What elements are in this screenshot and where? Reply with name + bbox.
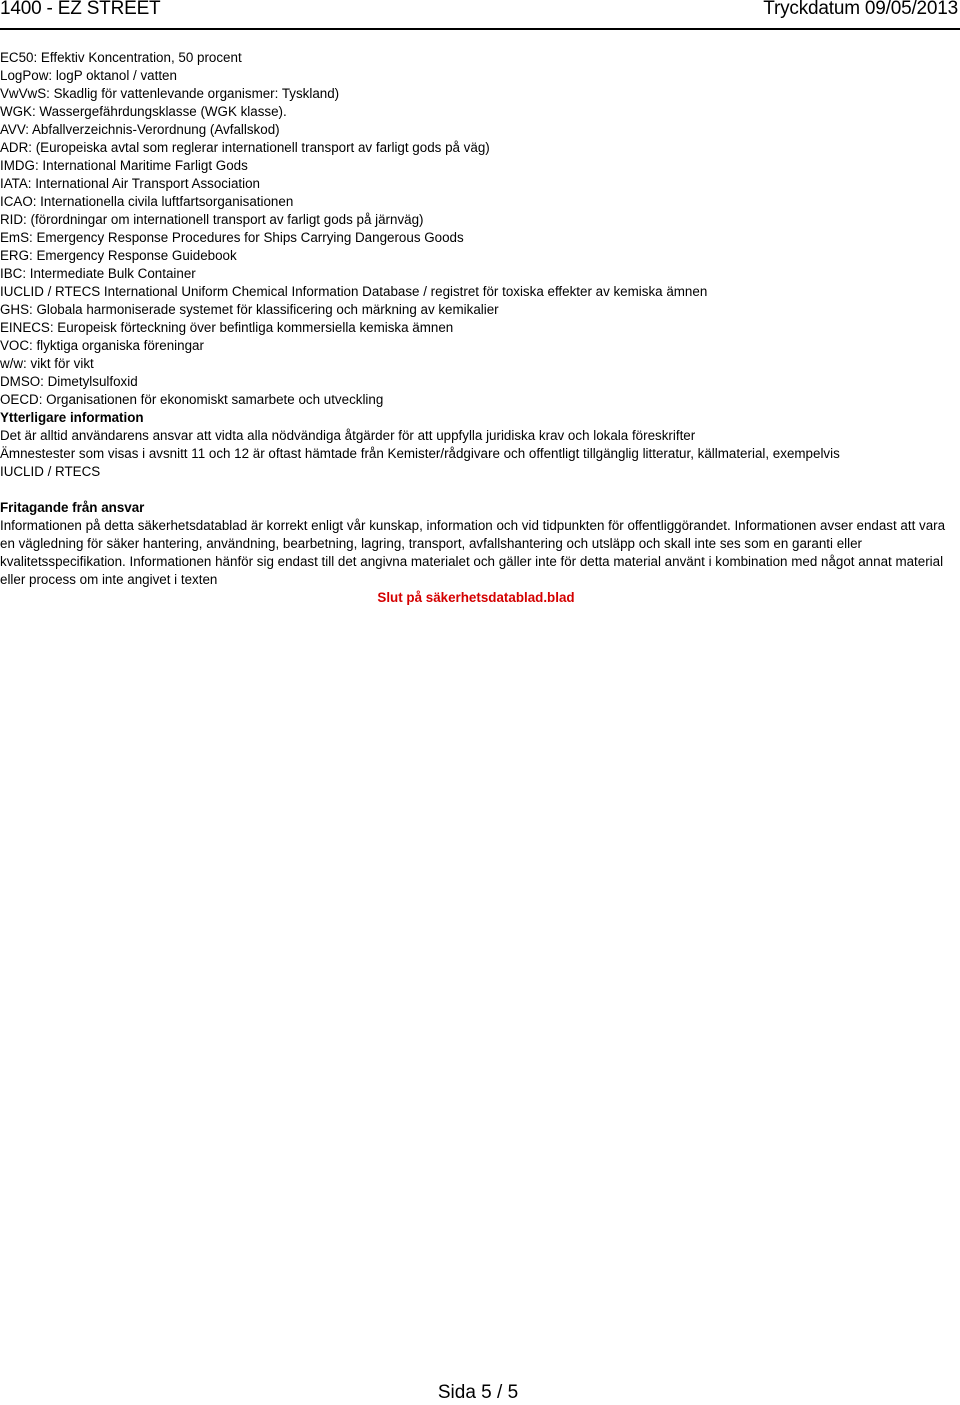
abbreviation-item: IBC: Intermediate Bulk Container <box>0 266 196 281</box>
abbreviation-item: ADR: (Europeiska avtal som reglerar internationell transport av farligt gods på väg) <box>0 140 490 155</box>
additional-info-line: Det är alltid användarens ansvar att vidta alla nödvändiga åtgärder för att uppfylla juridiska krav och lokala föreskrifter <box>0 428 696 443</box>
document-body <box>0 49 960 607</box>
disclaimer-section <box>0 499 960 589</box>
print-date: Tryckdatum 09/05/2013 <box>763 0 958 19</box>
abbreviation-item: OECD: Organisationen för ekonomiskt samarbete och utveckling <box>0 392 384 407</box>
additional-info-section <box>0 409 960 481</box>
abbreviation-item: VwVwS: Skadlig för vattenlevande organismer: Tyskland) <box>0 86 340 101</box>
additional-info-heading: Ytterligare information <box>0 410 144 425</box>
abbreviation-item: EmS: Emergency Response Procedures for Ships Carrying Dangerous Goods <box>0 230 464 245</box>
abbreviation-item: EINECS: Europeisk förteckning över befintliga kommersiella kemiska ämnen <box>0 320 454 335</box>
abbreviation-item: WGK: Wassergefährdungsklasse (WGK klasse). <box>0 104 287 119</box>
abbreviation-item: IATA: International Air Transport Association <box>0 176 261 191</box>
page-header <box>0 0 960 30</box>
abbreviation-item: w/w: vikt för vikt <box>0 356 94 371</box>
abbreviation-item: IMDG: International Maritime Farligt Gods <box>0 158 248 173</box>
additional-info-line: IUCLID / RTECS <box>0 464 101 479</box>
additional-info-line: Ämnestester som visas i avsnitt 11 och 12 är oftast hämtade från Kemister/rådgivare och offentligt tillgänglig litteratur, källmaterial, exempelvis <box>0 446 840 461</box>
abbreviation-list <box>0 49 960 409</box>
abbreviation-item: DMSO: Dimetylsulfoxid <box>0 374 138 389</box>
abbreviation-item: LogPow: logP oktanol / vatten <box>0 68 177 83</box>
section-spacer <box>0 481 960 499</box>
abbreviation-item: ERG: Emergency Response Guidebook <box>0 248 237 263</box>
abbreviation-item: RID: (förordningar om internationell transport av farligt gods på järnväg) <box>0 212 424 227</box>
product-title: 1400 - EZ STREET <box>0 0 161 19</box>
abbreviation-item: GHS: Globala harmoniserade systemet för klassificering och märkning av kemikalier <box>0 302 499 317</box>
disclaimer-heading: Fritagande från ansvar <box>0 500 145 515</box>
abbreviation-item: VOC: flyktiga organiska föreningar <box>0 338 204 353</box>
abbreviation-item: ICAO: Internationella civila luftfartsorganisationen <box>0 194 294 209</box>
abbreviation-item: EC50: Effektiv Koncentration, 50 procent <box>0 50 242 65</box>
abbreviation-item: IUCLID / RTECS International Uniform Chemical Information Database / registret för toxiska effekter av kemiska ämnen <box>0 284 708 299</box>
end-of-sheet-marker: Slut på säkerhetsdatablad.blad <box>377 590 575 605</box>
page-number: Sida 5 / 5 <box>437 1382 519 1403</box>
disclaimer-text: Informationen på detta säkerhetsdatablad är korrekt enligt vår kunskap, information och vid tidpunkten för offentliggörandet. Informationen avser endast att vara en vägledning för säker hantering, användning, bearbetning, lagring, transport, avfallshantering och utsläpp och skall inte ses som en garanti eller kvalitetsspecifikation. Informationen hänför sig endast till det angivna materialet och gäller inte för detta material använt i kombination med något annat material eller process om inte angivet i texten <box>0 518 946 587</box>
abbreviation-item: AVV: Abfallverzeichnis-Verordnung (Avfallskod) <box>0 122 280 137</box>
